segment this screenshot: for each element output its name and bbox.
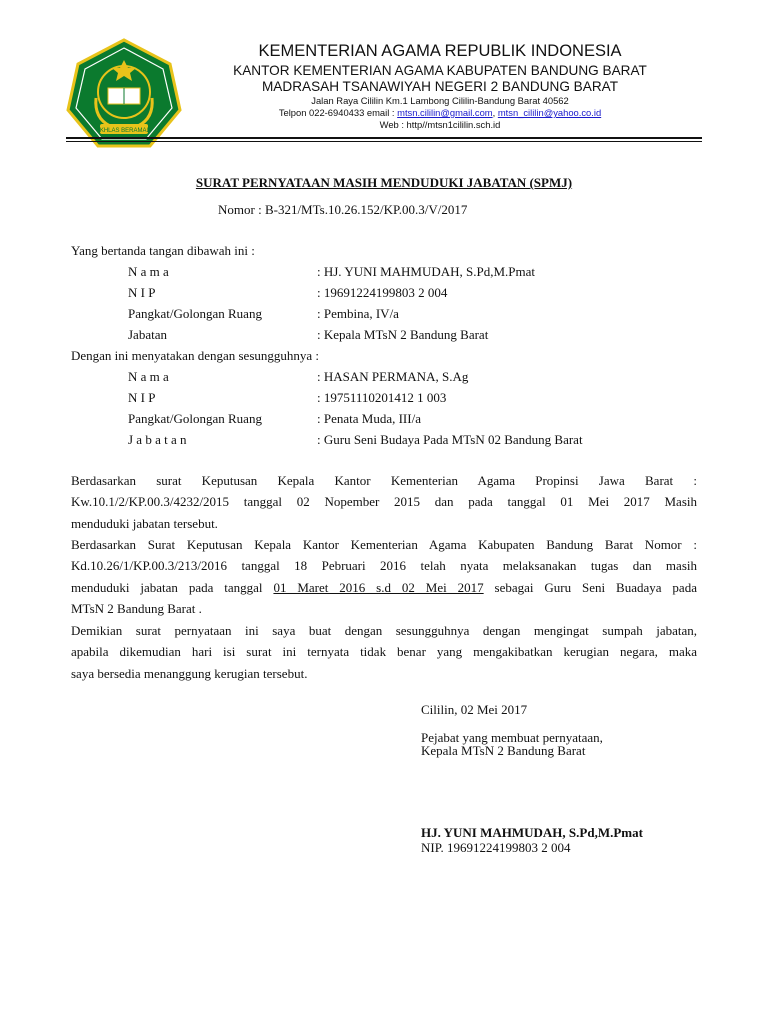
document-number: Nomor : B-321/MTs.10.26.152/KP.00.3/V/2017 [218, 202, 468, 217]
signer-rank-label: Pangkat/Golongan Ruang [128, 306, 262, 321]
signer-position-line: Kepala MTsN 2 Bandung Barat [421, 743, 586, 758]
phone-text: Telpon 022-6940433 email : [278, 107, 395, 118]
subject-nip-value: : 19751110201412 1 003 [317, 390, 447, 405]
letterhead-address: Jalan Raya Cililin Km.1 Lambong Cililin-Bandung Barat 40562 [311, 95, 569, 106]
signer-rank-value: : Pembina, IV/a [317, 306, 399, 321]
letterhead-contact [190, 107, 690, 118]
intro-signer: Yang bertanda tangan dibawah ini : [71, 243, 255, 258]
letterhead-ministry: KEMENTERIAN AGAMA REPUBLIK INDONESIA [258, 42, 622, 60]
paragraph-2-line-3 [71, 577, 697, 598]
letterhead-school: MADRASAH TSANAWIYAH NEGERI 2 BANDUNG BARAT [261, 79, 618, 94]
paragraph-1-line-3: menduduki jabatan tersebut. [71, 515, 218, 531]
signer-name: HJ. YUNI MAHMUDAH, S.Pd,M.Pmat [421, 825, 643, 840]
signer-name-label: N a m a [128, 264, 169, 279]
paragraph-2-line-3-start: menduduki jabatan pada tanggal [71, 579, 274, 595]
email-link-yahoo[interactable]: mtsn_cililin@yahoo.co.id [497, 107, 602, 118]
paragraph-1 [71, 470, 697, 534]
subject-nip-label: N I P [128, 390, 156, 405]
paragraph-3-line-2: apabila dikemudian hari isi surat ini ternyata tidak benar yang mengakibatkan kerugian negara, maka [71, 644, 697, 660]
subject-rank-label: Pangkat/Golongan Ruang [128, 411, 262, 426]
subject-name-label: N a m a [128, 369, 169, 384]
paragraph-2-line-3-end: sebagai Guru Seni Buadaya pada [483, 579, 697, 595]
paragraph-1-line-2: Kw.10.1/2/KP.00.3/4232/2015 tanggal 02 Nopember 2015 dan pada tanggal 01 Mei 2017 Masih [71, 494, 697, 510]
signer-role-line: Pejabat yang membuat pernyataan, [421, 730, 603, 745]
paragraph-2-line-1: Berdasarkan Surat Keputusan Kepala Kantor Kementerian Agama Kabupaten Bandung Barat Nomor : [71, 537, 697, 552]
signer-position-label: Jabatan [128, 327, 167, 342]
svg-text:IKHLAS BERAMAL: IKHLAS BERAMAL [98, 128, 150, 134]
paragraph-2 [71, 534, 697, 619]
signer-position-value: : Kepala MTsN 2 Bandung Barat [317, 327, 489, 342]
paragraph-3 [71, 620, 697, 684]
header-divider-thin [66, 141, 702, 142]
header-divider-thick [66, 137, 702, 139]
signer-nip: NIP. 19691224199803 2 004 [421, 840, 571, 855]
signer-nip-label: N I P [128, 285, 156, 300]
service-period: 01 Maret 2016 s.d 02 Mei 2017 [273, 579, 484, 595]
signer-nip-value: : 19691224199803 2 004 [317, 285, 448, 300]
subject-name-value: : HASAN PERMANA, S.Ag [317, 369, 469, 384]
subject-position-value: : Guru Seni Budaya Pada MTsN 02 Bandung Barat [317, 432, 583, 447]
email-link-gmail[interactable]: mtsn.cililin@gmail.com [397, 107, 493, 118]
intro-statement: Dengan ini menyatakan dengan sesungguhnya : [71, 348, 320, 363]
email-separator: , [492, 107, 496, 118]
paragraph-1-line-1: Berdasarkan surat Keputusan Kepala Kantor Kementerian Agama Propinsi Jawa Barat : [71, 473, 697, 488]
subject-rank-value: : Penata Muda, III/a [317, 411, 421, 426]
letterhead-website: Web : http//mtsn1cililin.sch.id [379, 119, 501, 130]
paragraph-2-line-4: MTsN 2 Bandung Barat . [71, 600, 202, 616]
paragraph-3-line-1: Demikian surat pernyataan ini saya buat dengan sesungguhnya dengan mengingat sumpah jabatan, [71, 623, 697, 638]
kemenag-logo-icon [66, 38, 182, 150]
document-title: SURAT PERNYATAAN MASIH MENDUDUKI JABATAN (SPMJ) [195, 175, 573, 190]
subject-position-label: J a b a t a n [128, 432, 187, 447]
letterhead-office: KANTOR KEMENTERIAN AGAMA KABUPATEN BANDUNG BARAT [233, 63, 647, 78]
paragraph-2-line-2: Kd.10.26/1/KP.00.3/213/2016 tanggal 18 Pebruari 2016 telah nyata melaksanakan tugas dan masih [71, 558, 697, 574]
paragraph-3-line-3: saya bersedia menanggung kerugian tersebut. [71, 665, 308, 681]
place-date: Cililin, 02 Mei 2017 [421, 702, 528, 717]
signer-name-value: : HJ. YUNI MAHMUDAH, S.Pd,M.Pmat [317, 264, 536, 279]
